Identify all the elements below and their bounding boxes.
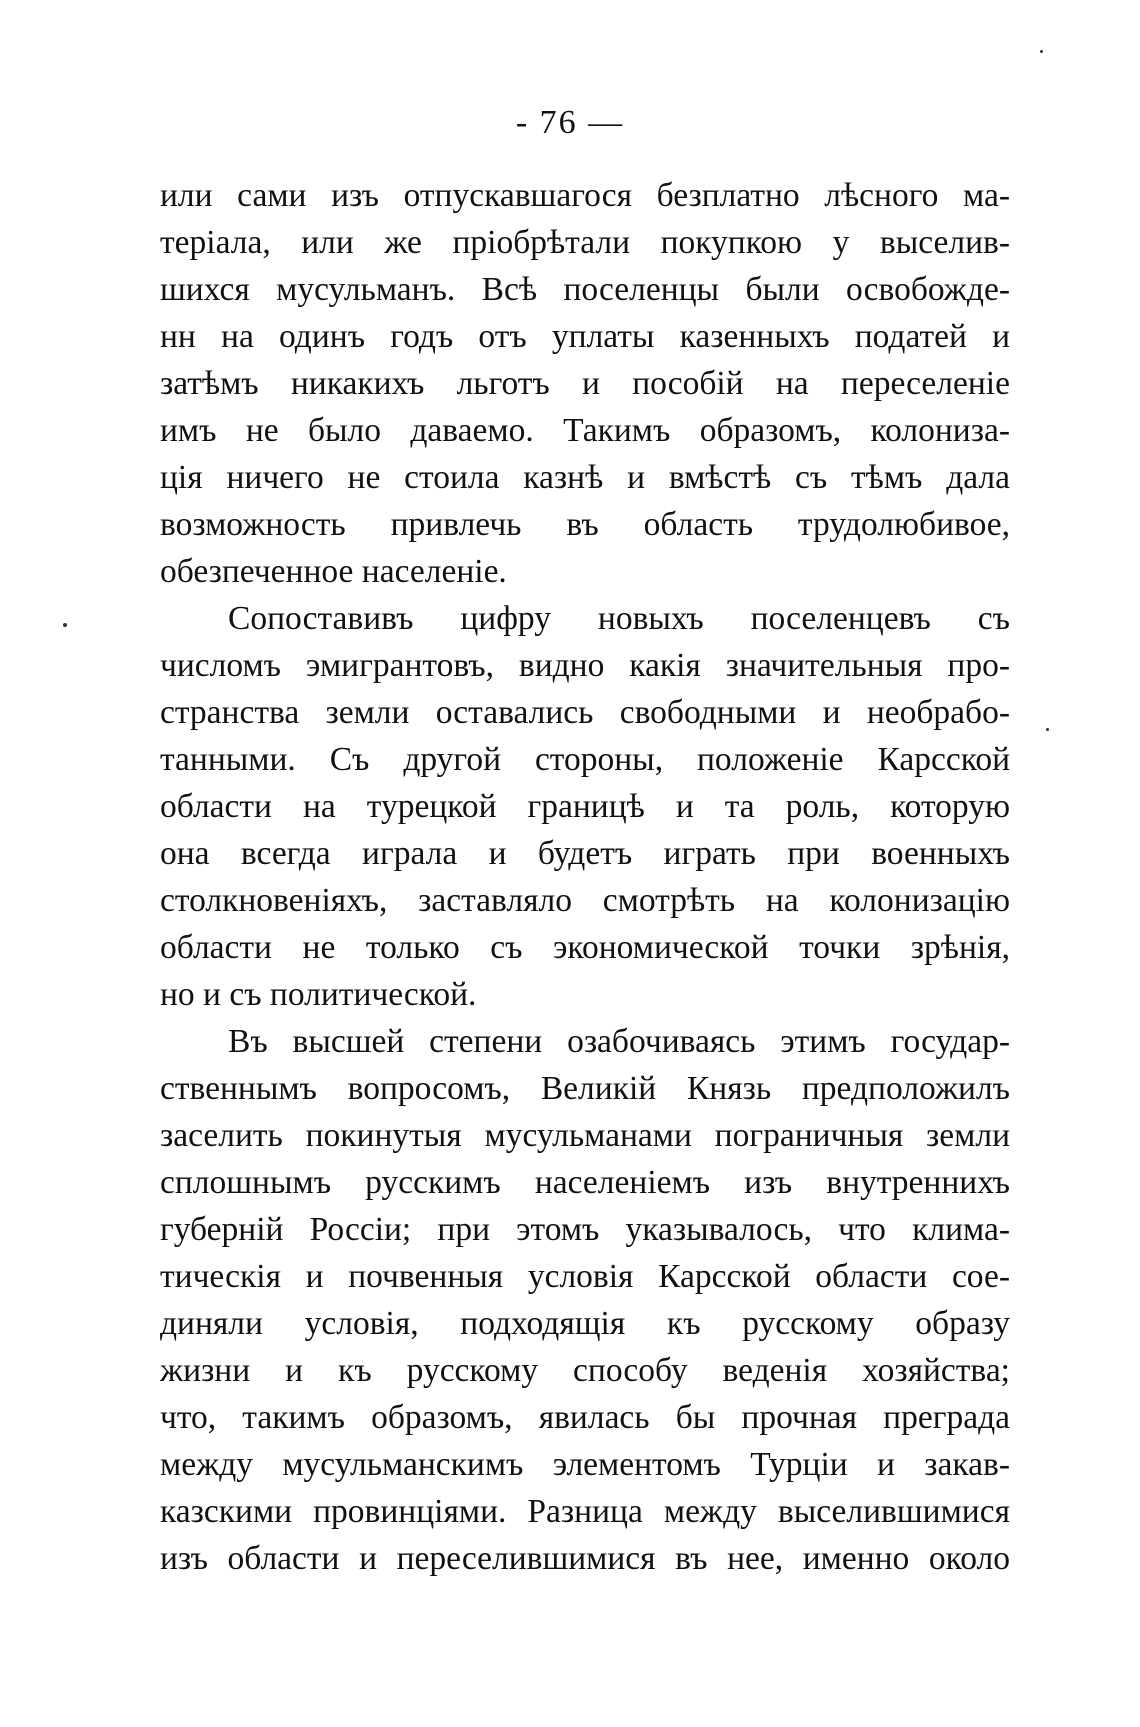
text-line: нн на одинъ годъ отъ уплаты казенныхъ податей и	[160, 318, 1010, 355]
text-line: имъ не было даваемо. Такимъ образомъ, колониза-	[160, 412, 1010, 449]
text-line: диняли условія, подходящія къ русскому образу	[160, 1305, 1010, 1342]
text-line: ственнымъ вопросомъ, Великій Князь предположилъ	[160, 1070, 1010, 1107]
body-text	[160, 172, 1010, 1582]
scan-speck	[1046, 728, 1049, 731]
page-number: - 76 —	[515, 104, 625, 141]
text-line: танными. Съ другой стороны, положеніе Карсской	[160, 741, 1010, 778]
text-line: теріала, или же пріобрѣтали покупкою у выселив-	[160, 224, 1010, 261]
text-line: жизни и къ русскому способу веденія хозяйства;	[160, 1352, 1010, 1389]
paragraph	[160, 172, 1010, 595]
text-line: но и съ политической.	[160, 976, 477, 1013]
text-line: губерній Россіи; при этомъ указывалось, что клима-	[160, 1211, 1010, 1248]
text-line: ція ничего не стоила казнѣ и вмѣстѣ съ тѣмъ дала	[160, 459, 1010, 496]
text-line: или сами изъ отпускавшагося безплатно лѣсного ма-	[160, 177, 1010, 214]
paragraph	[160, 1018, 1010, 1582]
text-line: она всегда играла и будетъ играть при военныхъ	[160, 835, 1010, 872]
text-line: заселить покинутыя мусульманами пограничныя земли	[160, 1117, 1010, 1154]
text-line: что, такимъ образомъ, явилась бы прочная преграда	[160, 1399, 1010, 1436]
text-line: области не только съ экономической точки зрѣнія,	[160, 929, 1010, 966]
text-line: числомъ эмигрантовъ, видно какія значительныя про-	[160, 647, 1010, 684]
text-line: изъ области и переселившимися въ нее, именно около	[160, 1540, 1010, 1577]
text-line: затѣмъ никакихъ льготъ и пособій на переселеніе	[160, 365, 1010, 402]
scan-speck	[1040, 50, 1043, 53]
text-line: шихся мусульманъ. Всѣ поселенцы были освобожде-	[160, 271, 1010, 308]
text-line: сплошнымъ русскимъ населеніемъ изъ внутреннихъ	[160, 1164, 1010, 1201]
text-line: области на турецкой границѣ и та роль, которую	[160, 788, 1010, 825]
text-line: между мусульманскимъ элементомъ Турціи и закав-	[160, 1446, 1010, 1483]
text-line: обезпеченное населеніе.	[160, 553, 507, 590]
text-line: Въ высшей степени озабочиваясь этимъ государ-	[228, 1023, 1010, 1060]
scan-speck	[63, 623, 67, 627]
paragraph	[160, 595, 1010, 1018]
text-line: тическія и почвенныя условія Карсской области сое-	[160, 1258, 1010, 1295]
text-line: столкновеніяхъ, заставляло смотрѣть на колонизацію	[160, 882, 1010, 919]
text-line: казскими провинціями. Разница между выселившимися	[160, 1493, 1010, 1530]
text-line: Сопоставивъ цифру новыхъ поселенцевъ съ	[228, 600, 1010, 637]
text-line: странства земли оставались свободными и необрабо-	[160, 694, 1010, 731]
text-line: возможность привлечь въ область трудолюбивое,	[160, 506, 1010, 543]
